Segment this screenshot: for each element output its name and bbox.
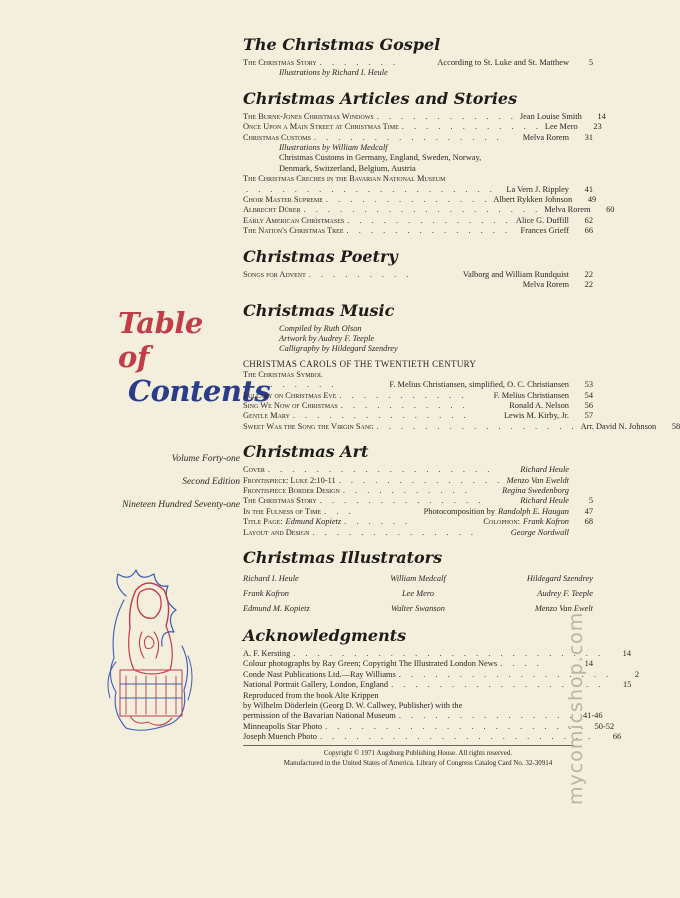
- illustration-credit: Illustrations by Richard I. Heule: [279, 68, 388, 78]
- entry-page: 66: [584, 226, 593, 236]
- leader-dots: . . .: [324, 506, 355, 516]
- entry-title: The Christmas Symbol: [243, 369, 323, 379]
- toc-entry: [243, 507, 593, 517]
- ack-page: 41-46: [582, 711, 603, 721]
- entry-author: Valborg and William Rundquist: [462, 269, 569, 279]
- entry-title: Layout and Design: [243, 527, 310, 537]
- entry-page: 58: [671, 421, 680, 431]
- section-heading: Christmas Articles and Stories: [243, 88, 518, 108]
- entry-author: Frances Grieff: [520, 226, 569, 236]
- leader-dots: . . . . . . . . . . . . . . . .: [313, 132, 503, 142]
- entry-title: Songs for Advent: [243, 269, 306, 279]
- entry-page: 68: [584, 517, 593, 527]
- leader-dots: . . . . . . . . . . . . . . . . . .: [398, 669, 613, 679]
- toc-entry: [243, 465, 593, 475]
- leader-dots: . . . . . . . . . . .: [340, 400, 469, 410]
- section-heading: Christmas Music: [243, 300, 395, 320]
- entry-author: Edmund Kopietz: [285, 517, 342, 527]
- toc-entry: [243, 216, 593, 226]
- colophon-label: Colophon:: [483, 517, 521, 527]
- entry-title: Gentle Mary: [243, 411, 290, 421]
- entry-author: Melva Rorem: [522, 280, 569, 290]
- section-acknowledgments: [243, 625, 640, 768]
- toc-entry: [243, 58, 593, 68]
- ack-page: 14: [622, 649, 632, 658]
- toc-title-line1: Table of: [118, 306, 203, 374]
- volume-text: Volume Forty-one: [171, 454, 240, 464]
- ack-page: 15: [622, 680, 632, 690]
- entry-page: 41: [584, 184, 593, 194]
- ack-entry: [243, 669, 640, 680]
- leader-dots: . . . . . . . . . . . .: [401, 122, 542, 132]
- edition-text: Second Edition: [182, 477, 240, 487]
- entry-title: Frontispiece Border Design: [243, 485, 340, 495]
- ack-text: Colour photographs by Ray Green; Copyright The Illustrated London News: [243, 659, 498, 669]
- ack-text: Joseph Muench Photo: [243, 732, 317, 742]
- toc-title: [118, 306, 271, 408]
- madonna-child-sketch: [96, 566, 206, 736]
- section-heading: Acknowledgments: [243, 626, 407, 645]
- entry-title: Sweet Was the Song the Virgin Sang: [243, 421, 374, 431]
- entry-title: Early American Christmases: [243, 215, 345, 225]
- ack-text: Minneapolis Star Photo: [243, 721, 323, 731]
- toc-entry: [243, 111, 606, 122]
- leader-dots: . . . . . . . . .: [308, 269, 413, 279]
- section-illustrators: [243, 547, 593, 616]
- leader-dots: . . . . . . . . . . . .: [376, 111, 517, 121]
- leader-dots: . . . . . . . . . . . . . . . . . . . . . . .: [319, 732, 595, 742]
- entry-page: 22: [584, 269, 593, 279]
- entry-title: Title Page:: [243, 517, 283, 527]
- toc-entry-continued: [243, 380, 593, 390]
- ack-page: 14: [584, 659, 593, 669]
- leader-dots: . . . . . . . . . . . . . . . . . .: [391, 680, 605, 690]
- ack-text: National Portrait Gallery, London, England: [243, 680, 389, 690]
- toc-entry: [243, 391, 593, 401]
- entry-author: Richard Heule: [520, 465, 569, 475]
- entry-page: 54: [584, 390, 593, 400]
- ack-entry: [243, 659, 593, 669]
- ack-entry: [243, 649, 632, 659]
- leader-dots: . . . . . . . . . . . . . . . . . . . .: [303, 205, 542, 215]
- section-music: [243, 300, 680, 433]
- entry-author: Randolph E. Haugan: [498, 506, 569, 516]
- entry-author: Jean Louise Smith: [519, 111, 582, 121]
- toc-entry: [243, 476, 593, 486]
- entry-page: 5: [588, 496, 593, 506]
- leader-dots: . . . . . . . . . . .: [339, 390, 468, 400]
- toc-title-line2: Contents: [128, 374, 271, 408]
- entry-page: 5: [588, 58, 593, 67]
- music-credit: Compiled by Ruth Olson: [279, 323, 362, 333]
- leader-dots: . . . . . . . . . . . . . . .: [398, 711, 576, 721]
- entry-author: Alice G. Duffill: [515, 215, 569, 225]
- entry-author: F. Melius Christiansen: [493, 390, 569, 400]
- toc-entry: [243, 517, 593, 527]
- manufactured-line: Manufactured in the United States of America. Library of Congress Catalog Card No. 32-30914: [283, 758, 553, 767]
- entry-author: Albert Rykken Johnson: [493, 195, 573, 205]
- leader-dots: . . . . . . . . . . .: [342, 485, 471, 495]
- toc-entry: [243, 528, 593, 538]
- entry-page: 23: [593, 122, 602, 132]
- ack-page: 2: [634, 669, 640, 679]
- entry-title: Cover: [243, 465, 265, 475]
- ack-page: 50-52: [594, 721, 615, 731]
- entry-author: Richard Heule: [520, 496, 569, 506]
- ack-text: A. F. Kersting: [243, 649, 291, 658]
- entry-author: Melva Rorem: [522, 132, 569, 142]
- toc-entry: [243, 486, 593, 496]
- illustrator-name: William Medcalf: [390, 574, 446, 583]
- section-articles: [243, 88, 615, 237]
- colophon-name: Frank Kofron: [523, 517, 569, 527]
- entry-title: Sing We Now of Christmas: [243, 400, 338, 410]
- entry-page: 31: [584, 132, 593, 142]
- entry-prefix: Photocomposition by: [423, 506, 496, 516]
- section-poetry: [243, 246, 593, 291]
- carols-subheading: CHRISTMAS CAROLS OF THE TWENTIETH CENTURY: [243, 358, 477, 369]
- section-art: [243, 441, 593, 538]
- toc-entry: [243, 270, 593, 280]
- customs-countries-2: Denmark, Switzerland, Belgium, Austria: [279, 163, 416, 173]
- entry-title: Once Upon a Main Street at Christmas Time: [243, 122, 399, 132]
- illustrator-name: Walter Swanson: [391, 604, 445, 613]
- entry-title: Christmas Customs: [243, 132, 311, 142]
- entry-author: Menzo Van Eweldt: [506, 475, 569, 485]
- divider-rule: [243, 745, 573, 746]
- music-credit: Calligraphy by Hildegard Szendrey: [279, 344, 398, 354]
- entry-page: 56: [584, 400, 593, 410]
- leader-dots: . . . . . .: [344, 517, 412, 527]
- ack-entry: [243, 721, 615, 732]
- entry-page: 53: [584, 380, 593, 390]
- illustrator-name: Frank Kofron: [243, 589, 289, 598]
- entry-page: 62: [584, 215, 593, 225]
- entry-title: Albrecht Dürer: [243, 205, 301, 215]
- ack-krippen-line2: by Wilhelm Döderlein (Georg D. W. Callwey, Publisher) with the: [243, 701, 463, 711]
- watermark: mycomicshop.com: [565, 611, 587, 805]
- entry-author: La Vern J. Rippley: [506, 184, 569, 194]
- section-heading: Christmas Poetry: [243, 246, 398, 266]
- toc-entry: [243, 370, 593, 380]
- toc-entry: [243, 496, 593, 506]
- entry-author: According to St. Luke and St. Matthew: [437, 58, 569, 67]
- entry-title: The Burne-Jones Christmas Windows: [243, 111, 374, 121]
- illustrator-names: [243, 571, 593, 616]
- entry-title: Choir Master Supreme: [243, 195, 323, 205]
- leader-dots: . . . . . . . . . . . . . . . . . . . . . .: [325, 721, 588, 731]
- illustrator-name: Lee Mero: [401, 589, 434, 598]
- leader-dots: . . . . . . . . . . . . . . .: [292, 411, 470, 421]
- leader-dots: . . . . . . .: [319, 58, 399, 67]
- entry-page: 47: [584, 506, 593, 516]
- entry-title: The Christmas Creches in the Bavarian National Museum: [243, 174, 446, 184]
- entry-title: The Christmas Story: [243, 58, 317, 67]
- illustrator-name: Menzo Van Ewelt: [534, 604, 593, 613]
- toc-entry: [243, 133, 593, 143]
- entry-author: Melva Rorem: [544, 205, 591, 215]
- entry-title: Lullaby on Christmas Eve: [243, 390, 337, 400]
- leader-dots: . . . . . . . .: [246, 380, 338, 390]
- customs-countries: Christmas Customs in Germany, England, Sweden, Norway,: [279, 153, 482, 163]
- entry-page: 60: [606, 205, 615, 215]
- toc-entry: [243, 122, 602, 132]
- leader-dots: . . . . . . . . . . . . . . . . . . . . .: [246, 184, 496, 194]
- illustrator-name: Audrey F. Teeple: [537, 589, 593, 598]
- leader-dots: . . . . . . . . . . . . . .: [346, 226, 512, 236]
- music-credit: Artwork by Audrey F. Teeple: [279, 333, 375, 343]
- entry-page: 22: [584, 280, 593, 290]
- leader-dots: . . . . . . . . . . . . . .: [347, 215, 512, 225]
- ack-text: permission of the Bavarian National Museum: [243, 711, 396, 721]
- leader-dots: . . . . . . . . . . . . . . . . .: [376, 421, 578, 431]
- contents-column: [243, 34, 680, 777]
- toc-entry: [243, 226, 593, 236]
- illustrator-name: Richard I. Heule: [243, 574, 299, 583]
- ack-page: 66: [612, 732, 622, 742]
- copyright-line: Copyright © 1971 Augsburg Publishing House. All rights reserved.: [323, 748, 513, 757]
- edition-info: [80, 448, 240, 517]
- leader-dots: . . . . . . . . . . . . . .: [312, 527, 477, 537]
- toc-entry-continued: [243, 185, 593, 195]
- year-text: Nineteen Hundred Seventy-one: [122, 500, 240, 510]
- toc-entry: [243, 421, 680, 432]
- entry-title: The Christmas Story: [243, 496, 317, 506]
- ack-entry: [243, 711, 603, 721]
- illustration-credit: Illustrations by William Medcalf: [279, 143, 388, 153]
- toc-entry: [243, 195, 597, 205]
- entry-page: 14: [597, 111, 606, 121]
- toc-entry: [243, 205, 615, 215]
- toc-entry: [243, 174, 593, 184]
- leader-dots: . . . . . . . . . . . . . .: [338, 475, 504, 485]
- leader-dots: . . . . . . . . . . . . . . . . . . .: [267, 465, 494, 475]
- entry-author: Lee Mero: [544, 122, 578, 132]
- entry-author: F. Melius Christiansen, simplified, O. C. Christiansen: [389, 380, 569, 390]
- leader-dots: . . . . . . . . . . . . . .: [325, 195, 491, 205]
- entry-page: 49: [587, 195, 597, 205]
- ack-entry: [243, 680, 632, 690]
- ack-krippen-line1: Reproduced from the book Alte Krippen: [243, 690, 379, 700]
- entry-author: Arr. David N. Johnson: [580, 421, 657, 431]
- illustrator-name: Edmund M. Kopietz: [243, 604, 310, 613]
- toc-entry: [243, 401, 593, 411]
- entry-title: In the Fulness of Time: [243, 506, 322, 516]
- entry-author: Regina Swedenborg: [502, 485, 569, 495]
- entry-author: Ronald A. Nelson: [509, 400, 569, 410]
- ack-entry: [243, 732, 622, 742]
- entry-author: George Nordwall: [510, 527, 569, 537]
- section-gospel: [243, 34, 593, 79]
- section-heading: Christmas Illustrators: [243, 548, 443, 567]
- entry-title: Frontispiece: Luke 2:10-11: [243, 475, 336, 485]
- leader-dots: . . . . . . . . . . . . . .: [319, 496, 485, 506]
- entry-page: 57: [584, 411, 593, 421]
- section-heading: The Christmas Gospel: [243, 35, 441, 54]
- section-heading: Christmas Art: [243, 442, 369, 462]
- entry-title: The Nation's Christmas Tree: [243, 226, 344, 236]
- leader-dots: . . . .: [500, 659, 543, 669]
- toc-entry-continued: [243, 280, 593, 290]
- illustrator-name: Hildegard Szendrey: [526, 574, 593, 583]
- entry-author: Lewis M. Kirby, Jr.: [503, 411, 569, 421]
- toc-entry: [243, 411, 593, 421]
- leader-dots: . . . . . . . . . . . . . . . . . . . . . . . . . .: [293, 649, 605, 658]
- ack-text: Conde Nast Publications Ltd.—Ray Williams: [243, 669, 396, 679]
